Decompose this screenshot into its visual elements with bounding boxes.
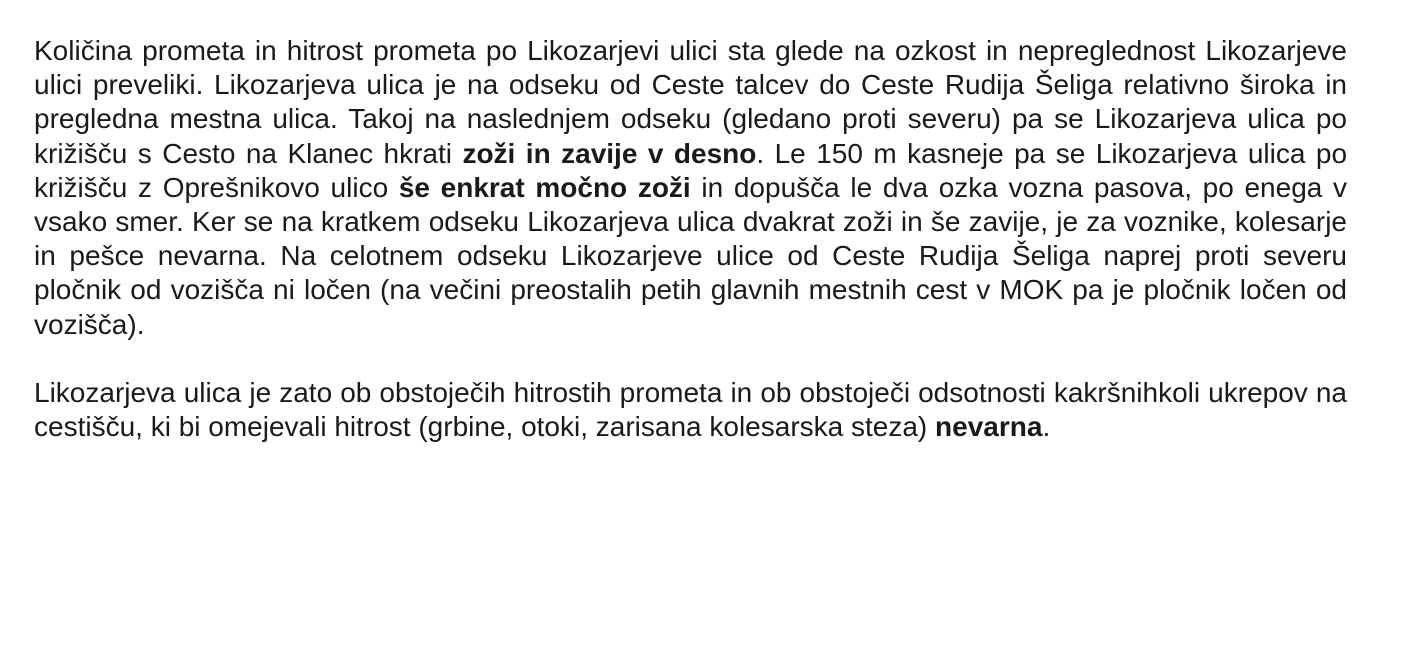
bold-text-run: nevarna bbox=[935, 411, 1043, 443]
text-run: Količina prometa in hitrost prometa po Likozarjevi ulici sta glede na ozkost in nepreglednost Likozarjeve ulici preveliki. Likozarjeva ulica je na odseku od Ceste talcev do Ceste Rudija Šeliga relativno široka in pregledna mestna ulica. Takoj na naslednjem odseku (gledano proti severu) pa se Likozarjeva ulica po križišču s Cesto na Klanec hkrati bbox=[34, 35, 1347, 169]
paragraph-traffic-description bbox=[34, 34, 1347, 342]
document-page bbox=[34, 34, 1347, 444]
bold-text-run: zoži in zavije v desno bbox=[462, 137, 757, 169]
text-run: . Le 150 m kasneje pa se Likozarjeva ulica po križišču z Oprešnikovo ulico bbox=[34, 137, 1348, 203]
bold-text-run: še enkrat močno zoži bbox=[398, 171, 691, 203]
text-run: Likozarjeva ulica je zato ob obstoječih hitrostih prometa in ob obstoječi odsotnosti kakršnihkoli ukrepov na cestišču, ki bi omejevali hitrost (grbine, otoki, zarisana kolesarska steza) bbox=[34, 376, 1347, 443]
text-run: . bbox=[1042, 411, 1051, 443]
text-run: in dopušča le dva ozka vozna pasova, po enega v vsako smer. Ker se na kratkem odseku Likozarjeva ulica dvakrat zoži in še zavije, je za voznike, kolesarje in pešce nevarna. Na celotnem odseku Likozarjeve ulice od Ceste Rudija Šeliga naprej proti severu pločnik od vozišča ni ločen (na večini preostalih petih glavnih mestnih cest v MOK pa je pločnik ločen od vozišča). bbox=[34, 171, 1348, 340]
paragraph-conclusion bbox=[34, 376, 1347, 444]
